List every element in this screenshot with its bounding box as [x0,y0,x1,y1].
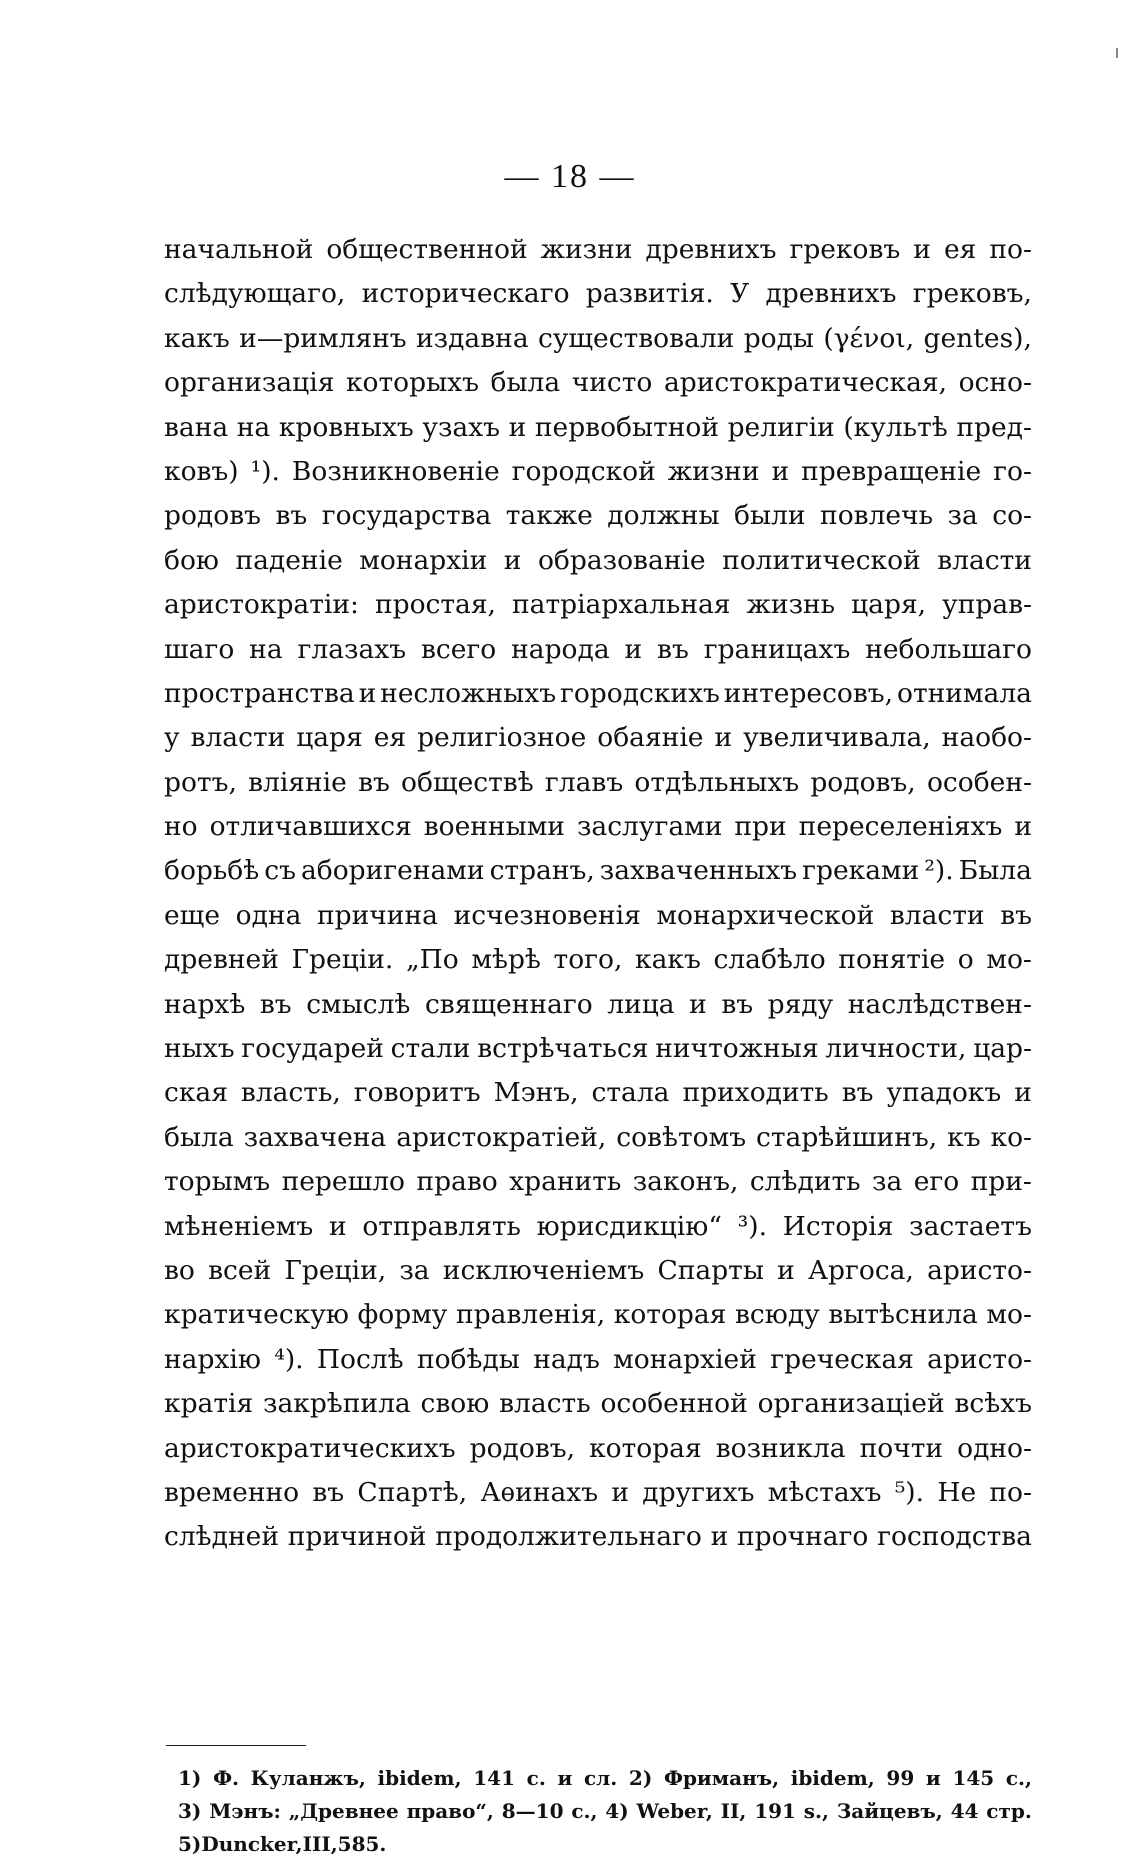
page-number: — 18 — [504,158,636,195]
text-line: у власти царя ея религіозное обаяніе и увеличивала, наобо- [164,722,1032,754]
text-line: какъ и—римлянъ издавна существовали роды (γένοι, gentes), [164,322,1032,354]
footnotes [178,1762,1032,1861]
scan-mark [1116,48,1118,58]
footnote-line: 5) Duncker, III, 585. [178,1832,387,1856]
text-line: бою паденіе монархіи и образованіе политической власти [164,544,1032,576]
footnote-line: 3) Мэнъ: „Древнее право“, 8—10 с., 4) Weber, II, 191 s., Зайцевъ, 44 стр. [178,1799,1032,1823]
text-line: древней Греціи. „По мѣрѣ того, какъ слабѣло понятіе о мо- [164,944,1032,976]
text-line: во всей Греціи, за исключеніемъ Спарты и Аргоса, аристо- [164,1254,1032,1286]
text-line: слѣдней причиной продолжительнаго и прочнаго господства [164,1521,1032,1553]
text-line: шаго на глазахъ всего народа и въ границахъ небольшаго [164,633,1032,665]
text-line: организація которыхъ была чисто аристократическая, осно- [164,367,1032,399]
text-line: ская власть, говоритъ Мэнъ, стала приходить въ упадокъ и [164,1077,1032,1109]
text-line: торымъ перешло право хранить законъ, слѣдить за его при- [164,1166,1032,1198]
text-line: временно въ Спартѣ, Аѳинахъ и другихъ мѣстахъ ⁵). Не по- [164,1476,1032,1508]
text-line: нархію ⁴). Послѣ побѣды надъ монархіей греческая аристо- [164,1343,1032,1375]
text-line: слѣдующаго, историческаго развитія. У древнихъ грековъ, [164,278,1032,310]
text-line: мѣненіемъ и отправлять юрисдикцію“ ³). Исторія застаетъ [164,1210,1032,1242]
text-line: начальной общественной жизни древнихъ грековъ и ея по- [164,234,1032,265]
text-line: нархѣ въ смыслѣ священнаго лица и въ ряду наслѣдствен- [164,988,1032,1020]
text-line: аристократіи: простая, патріархальная жизнь царя, управ- [164,589,1032,621]
text-line: ротъ, вліяніе въ обществѣ главъ отдѣльныхъ родовъ, особен- [164,766,1032,798]
text-line: пространства и несложныхъ городскихъ интересовъ, отнимала [164,677,1032,709]
text-line: еще одна причина исчезновенія монархической власти въ [164,899,1032,931]
text-line: родовъ въ государства также должны были повлечь за со- [164,500,1032,532]
text-line: борьбѣ съ аборигенами странъ, захваченныхъ греками ²). Была [164,855,1032,887]
footnote-rule [166,1745,306,1746]
text-line: вана на кровныхъ узахъ и первобытной религіи (культѣ пред- [164,411,1032,443]
text-line: ныхъ государей стали встрѣчаться ничтожныя личности, цар- [164,1033,1032,1065]
text-line: аристократическихъ родовъ, которая возникла почти одно- [164,1432,1032,1464]
footnote-line: 1) Ф. Куланжъ, ibidem, 141 с. и сл. 2) Фриманъ, ibidem, 99 и 145 с., [178,1766,1032,1790]
text-line: но отличавшихся военными заслугами при переселеніяхъ и [164,811,1032,843]
text-line: была захвачена аристократіей, совѣтомъ старѣйшинъ, къ ко- [164,1121,1032,1153]
text-line: кратическую форму правленія, которая всюду вытѣснила мо- [164,1299,1032,1331]
text-line: ковъ) ¹). Возникновеніе городской жизни и превращеніе го- [164,455,1032,487]
main-text [164,228,1032,1560]
text-line: кратія закрѣпила свою власть особенной организаціей всѣхъ [164,1388,1032,1420]
